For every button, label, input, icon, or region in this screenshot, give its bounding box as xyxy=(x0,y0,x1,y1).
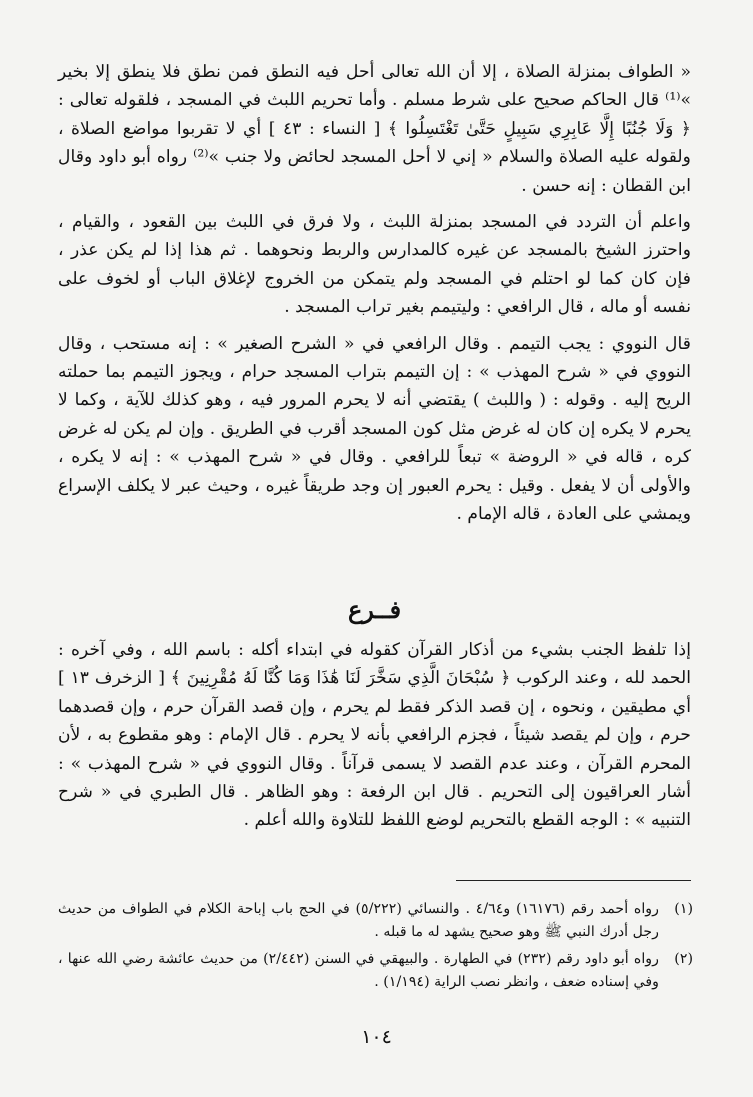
footnote-separator xyxy=(456,880,691,881)
footnote-text: رواه أبو داود رقم (٢٣٢) في الطهارة . والبيهقي في السنن (٢/٤٤٢) من حديث عائشة رضي الله عنها ، وفي إسناده ضعف ، وانظر نصب الراية (١/١٩٤) . xyxy=(58,951,659,990)
footnote-number: (١) xyxy=(674,901,693,917)
footnote-1 xyxy=(58,898,693,944)
section-paragraph: إذا تلفظ الجنب بشيء من أذكار القرآن كقوله في ابتداء أكله : باسم الله ، وفي آخره : الحمد لله ، وعند الركوب ﴿ سُبْحَانَ الَّذِي سَخَّرَ لَنَا هَٰذَا وَمَا كُنَّا لَهُ مُقْرِنِينَ ﴾ [ الزخرف ١٣ ] أي مطيقين ، ونحوه ، إن قصد الذكر فقط لم يحرم ، وإن قصد القرآن حرم ، وإن قصدهما حرم ، وإن لم يقصد شيئاً ، فجزم الرافعي بأنه لا يحرم . قال الإمام : وهو مقطوع به ، لأن المحرم القرآن ، وعند عدم القصد لا يسمى قرآناً . وقال النووي في « شرح المهذب » : أشار العراقيون إلى التحريم . قال ابن الرفعة : وهو الظاهر . قال الطبري في « شرح التنبيه » : الوجه القطع بالتحريم لوضع اللفظ للتلاوة والله أعلم . xyxy=(58,640,691,831)
paragraph-2: واعلم أن التردد في المسجد بمنزلة اللبث ، ولا فرق في اللبث بين القعود ، والقيام ، واحترز الشيخ بالمسجد عن غيره كالمدارس والربط ونحوهما . ثم هذا إذا لم يكن عذر ، فإن كان كما لو احتلم في المسجد ولم يتمكن من الخروج لإغلاق الباب أو لخوف على نفسه أو ماله ، قال الرافعي : وليتيمم بغير تراب المسجد . xyxy=(58,212,691,318)
section-text xyxy=(58,636,691,835)
main-text xyxy=(58,58,691,537)
page-number: ١٠٤ xyxy=(361,1026,392,1048)
footnotes xyxy=(58,898,693,998)
section-heading: فــرع xyxy=(347,595,402,624)
paragraph-1: « الطواف بمنزلة الصلاة ، إلا أن الله تعالى أحل فيه النطق فمن نطق فلا ينطق إلا بخير »⁽¹⁾ قال الحاكم صحيح على شرط مسلم . وأما تحريم اللبث في المسجد ، فلقوله تعالى : ﴿ وَلَا جُنُبًا إِلَّا عَابِرِي سَبِيلٍ حَتَّىٰ تَغْتَسِلُوا ﴾ [ النساء : ٤٣ ] أي لا تقربوا مواضع الصلاة ، ولقوله عليه الصلاة والسلام « إني لا أحل المسجد لحائض ولا جنب »⁽²⁾ رواه أبو داود وقال ابن القطان : إنه حسن . xyxy=(58,62,691,196)
footnote-number: (٢) xyxy=(674,951,693,967)
footnote-2 xyxy=(58,948,693,994)
paragraph-3: قال النووي : يجب التيمم . وقال الرافعي في « الشرح الصغير » : إنه مستحب ، وقال النووي في « شرح المهذب » : إن التيمم بتراب المسجد حرام ، ويجوز التيمم بما حملته الريح إليه . وقوله : ( واللبث ) يقتضي أنه لا يحرم المرور فيه ، وهو كذلك للآية ، وكما لا يحرم لا يكره إن كان له غرض مثل كون المسجد أقرب في الطريق . وإن لم يكن له غرض كره ، قاله في « الروضة » تبعاً للرافعي . وقال في « شرح المهذب » : إنه لا يكره ، والأولى أن لا يفعل . وقيل : يحرم العبور إن وجد طريقاً غيره ، وحيث عبر لا يكلف الإسراع ويمشي على العادة ، قاله الإمام . xyxy=(58,333,691,525)
footnote-text: رواه أحمد رقم (١٦١٧٦) و٤/٦٤ . والنسائي (٥/٢٢٢) في الحج باب إباحة الكلام في الطواف من حديث رجل أدرك النبي ﷺ وهو صحيح يشهد له ما قبله . xyxy=(58,901,659,940)
